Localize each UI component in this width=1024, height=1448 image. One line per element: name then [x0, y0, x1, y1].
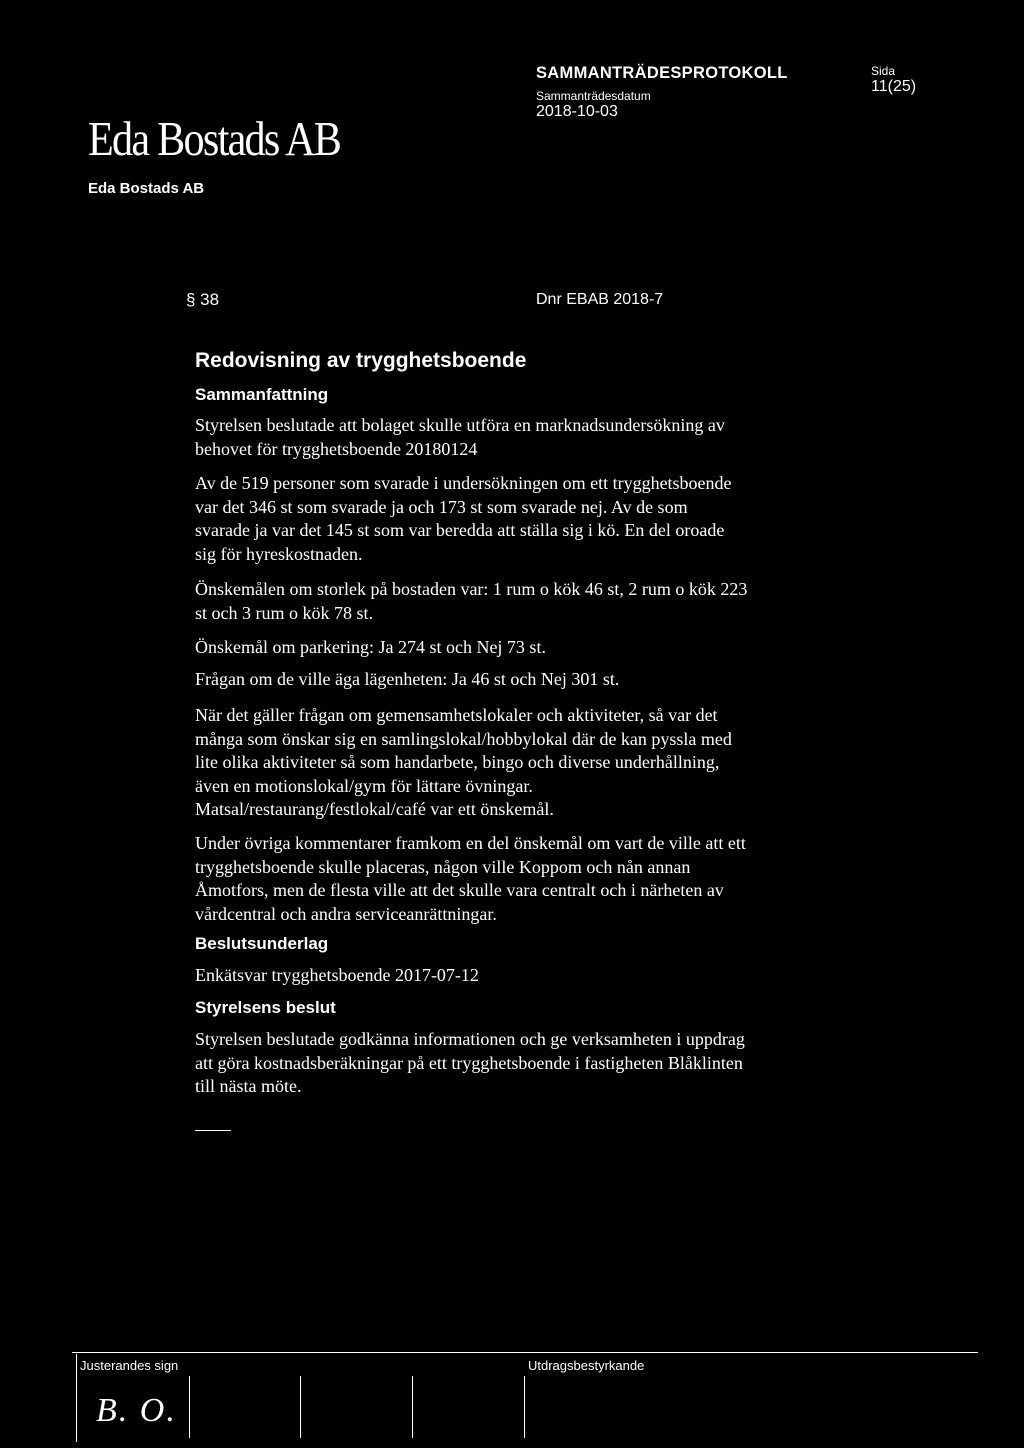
text-line: Önskemålen om storlek på bostaden var: 1 rum o kök 46 st, 2 rum o kök 223 — [195, 579, 748, 599]
text-line: Styrelsen beslutade att bolaget skulle utföra en marknadsundersökning av — [195, 415, 725, 435]
summary-paragraph — [195, 472, 732, 566]
text-line: Styrelsen beslutade godkänna informationen och ge verksamheten i uppdrag — [195, 1029, 745, 1049]
company-name: Eda Bostads AB — [88, 180, 205, 197]
text-line: svarade ja var det 145 st som var beredda att ställa sig i kö. En del oroade — [195, 520, 725, 540]
summary-paragraph — [195, 578, 747, 625]
summary-paragraph — [195, 414, 725, 461]
text-line: vårdcentral och andra serviceanrättningar. — [195, 903, 497, 924]
company-logo: Eda Bostads AB — [88, 111, 341, 166]
summary-paragraph — [195, 832, 746, 926]
signature-field-divider — [300, 1376, 301, 1438]
paragraph-number: § 38 — [186, 290, 220, 309]
basis-heading: Beslutsunderlag — [195, 934, 329, 953]
handwritten-signature: B. O. — [96, 1392, 177, 1429]
footer-rule — [72, 1352, 978, 1353]
text-line: till nästa möte. — [195, 1076, 302, 1096]
adjuster-sign-label: Justerandes sign — [80, 1358, 179, 1373]
text-line: behovet för trygghetsboende 20180124 — [195, 438, 478, 459]
text-line: att göra kostnadsberäkningar på ett trygghetsboende i fastigheten Blåklinten — [195, 1052, 743, 1073]
text-line: st och 3 rum o kök 78 st. — [195, 602, 373, 623]
summary-heading: Sammanfattning — [195, 385, 329, 404]
text-line: många som önskar sig en samlingslokal/hobbylokal där de kan pyssla med — [195, 728, 732, 749]
text-line: lite olika aktiviteter så som handarbete, bingo och diverse underhållning, — [195, 752, 720, 772]
end-dash-divider — [195, 1130, 231, 1131]
text-line: sig för hyreskostnaden. — [195, 543, 363, 564]
decision-heading: Styrelsens beslut — [195, 998, 336, 1017]
text-line: När det gäller frågan om gemensamhetslokaler och aktiviteter, så var det — [195, 705, 718, 725]
text-line: Matsal/restaurang/festlokal/café var ett önskemål. — [195, 799, 554, 819]
meeting-date-label: Sammanträdesdatum — [536, 89, 651, 103]
signature-field-divider — [412, 1376, 413, 1438]
signature-field-divider — [189, 1376, 190, 1438]
summary-paragraph — [195, 704, 732, 822]
text-line: Enkätsvar trygghetsboende 2017-07-12 — [195, 965, 479, 985]
section-title: Redovisning av trygghetsboende — [195, 349, 527, 372]
signature-field-divider — [524, 1376, 525, 1438]
text-line: Önskemål om parkering: Ja 274 st och Nej 73 st. — [195, 637, 546, 657]
extract-certification-label: Utdragsbestyrkande — [528, 1358, 645, 1373]
document-type: SAMMANTRÄDESPROTOKOLL — [536, 64, 788, 82]
text-line: Frågan om de ville äga lägenheten: Ja 46 st och Nej 301 st. — [195, 669, 620, 689]
diary-number: Dnr EBAB 2018-7 — [536, 291, 664, 308]
text-line: Åmotfors, men de flesta ville att det skulle vara centralt och i närheten av — [195, 880, 724, 900]
text-line: Under övriga kommentarer framkom en del önskemål om vart de ville att ett — [195, 833, 746, 853]
page-label: Sida — [871, 64, 896, 78]
text-line: trygghetsboende skulle placeras, någon ville Koppom och nån annan — [195, 856, 691, 877]
text-line: även en motionslokal/gym för lättare övningar. — [195, 775, 533, 796]
decision-text — [195, 1028, 745, 1099]
meeting-date: 2018-10-03 — [536, 103, 618, 120]
text-line: Av de 519 personer som svarade i undersökningen om ett trygghetsboende — [195, 473, 732, 493]
basis-text — [195, 964, 479, 988]
summary-paragraph — [195, 668, 619, 692]
footer-box-border — [76, 1354, 77, 1442]
text-line: var det 346 st som svarade ja och 173 st som svarade nej. Av de som — [195, 496, 688, 517]
summary-paragraph — [195, 636, 546, 660]
page-number: 11(25) — [871, 78, 917, 95]
